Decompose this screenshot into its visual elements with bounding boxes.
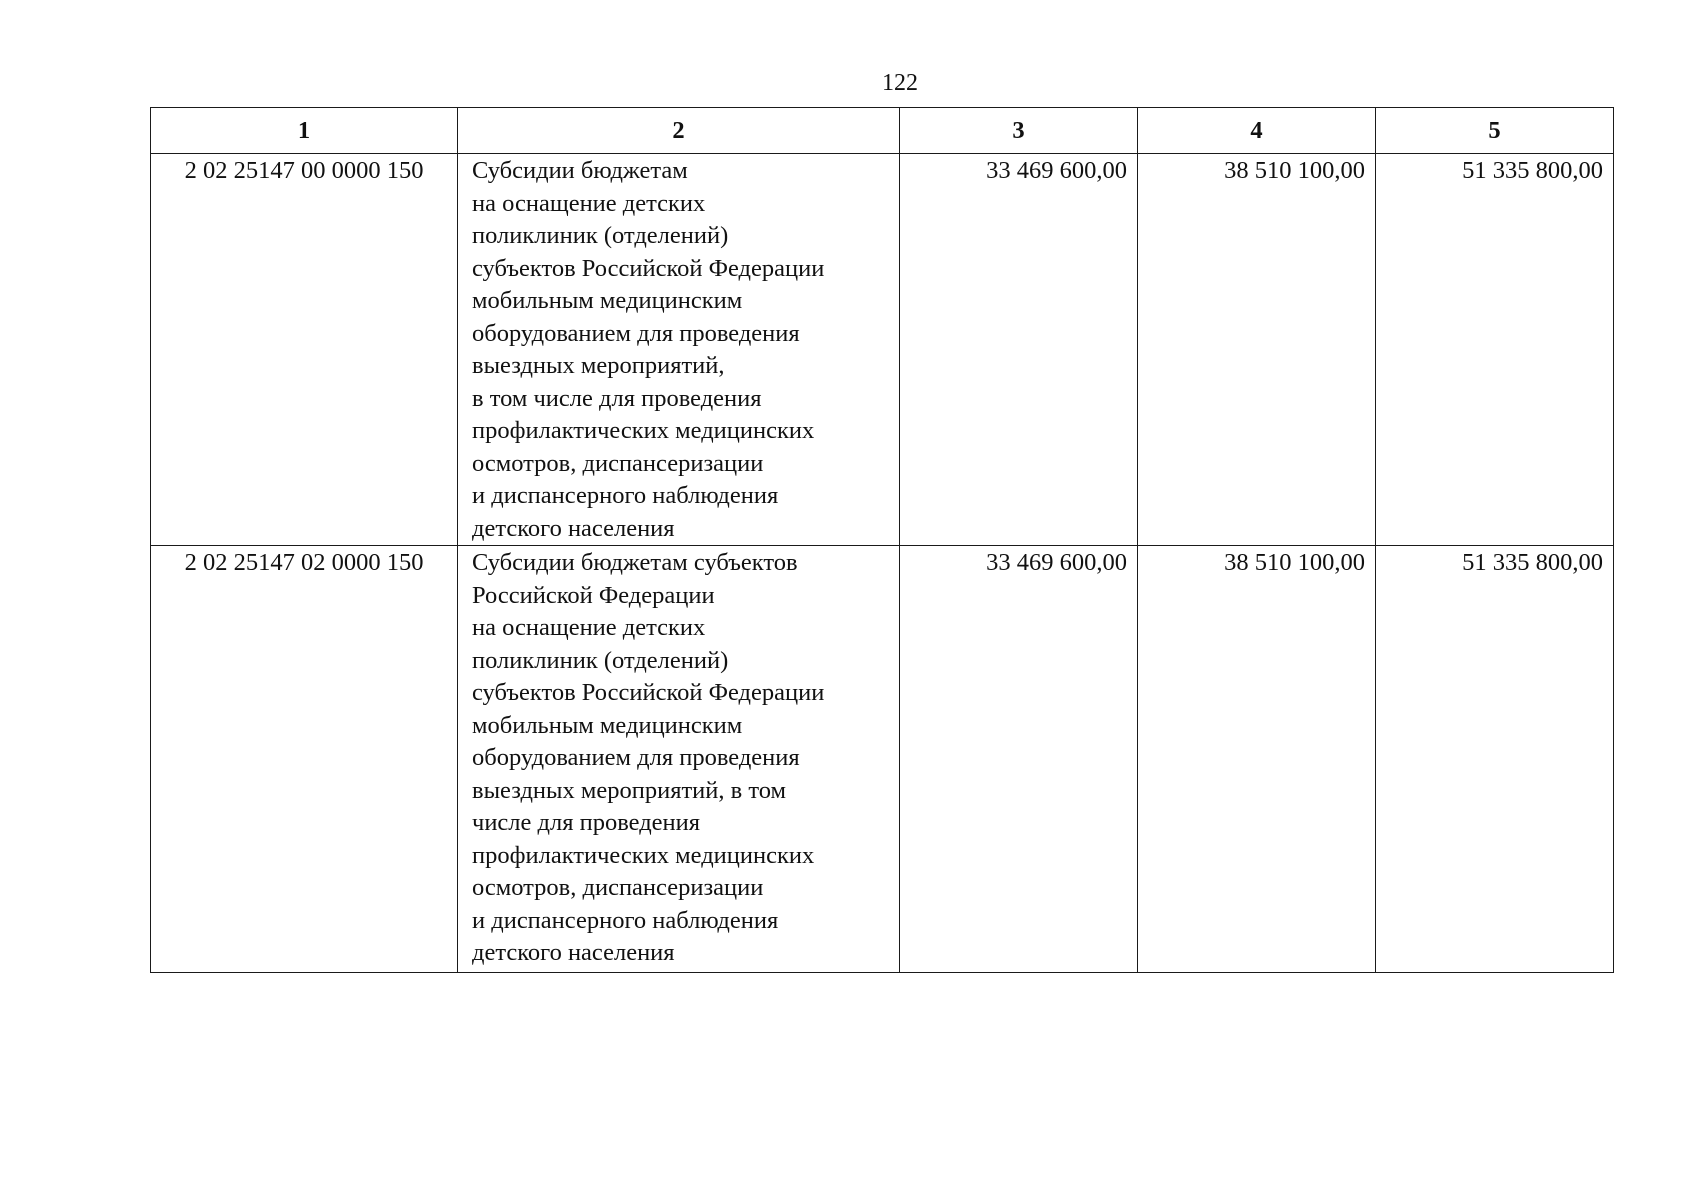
description-line: детского населения (472, 939, 675, 966)
description-line: мобильным медицинским (472, 711, 743, 739)
header-col-4: 4 (1138, 108, 1376, 154)
header-col-1: 1 (151, 108, 458, 154)
description-line: Субсидии бюджетам (472, 157, 688, 184)
description-line: выездных мероприятий, (472, 352, 725, 379)
description-line: поликлиник (отделений) (472, 222, 729, 249)
description-line: числе для проведения (472, 809, 701, 836)
description-line: субъектов Российской Федерации (472, 679, 825, 706)
description-line: субъектов Российской Федерации (472, 254, 825, 282)
table-row (151, 546, 1614, 973)
amount-col-3: 33 469 600,00 (900, 546, 1138, 973)
header-col-2: 2 (458, 108, 900, 154)
description-line: Российской Федерации (472, 581, 715, 609)
page-number: 122 (882, 70, 918, 96)
header-col-3: 3 (900, 108, 1138, 154)
budget-table (150, 107, 1614, 973)
description-line: осмотров, диспансеризации (472, 449, 764, 477)
description-line: профилактических медицинских (472, 841, 815, 869)
amount-col-5: 51 335 800,00 (1376, 154, 1614, 546)
amount-col-3: 33 469 600,00 (900, 154, 1138, 546)
table-header-row (151, 108, 1614, 154)
description-line: мобильным медицинским (472, 287, 743, 314)
description-line: детского населения (472, 514, 675, 542)
description-line: оборудованием для проведения (472, 319, 800, 347)
description-line: выездных мероприятий, в том (472, 776, 787, 804)
amount-col-5: 51 335 800,00 (1376, 546, 1614, 973)
table-row (151, 154, 1614, 546)
amount-col-4: 38 510 100,00 (1138, 546, 1376, 973)
description-line: осмотров, диспансеризации (472, 874, 764, 901)
description-line: и диспансерного наблюдения (472, 906, 779, 934)
row-description (458, 154, 900, 546)
description-line: и диспансерного наблюдения (472, 482, 779, 509)
description-line: поликлиник (отделений) (472, 646, 729, 674)
description-line: на оснащение детских (472, 189, 706, 217)
budget-code: 2 02 25147 02 0000 150 (151, 546, 458, 973)
description-line: оборудованием для проведения (472, 744, 800, 771)
row-description (458, 546, 900, 973)
description-line: в том числе для проведения (472, 384, 762, 412)
budget-code: 2 02 25147 00 0000 150 (151, 154, 458, 546)
description-line: Субсидии бюджетам субъектов (472, 549, 798, 576)
amount-col-4: 38 510 100,00 (1138, 154, 1376, 546)
description-line: на оснащение детских (472, 614, 706, 641)
header-col-5: 5 (1376, 108, 1614, 154)
description-line: профилактических медицинских (472, 417, 815, 444)
